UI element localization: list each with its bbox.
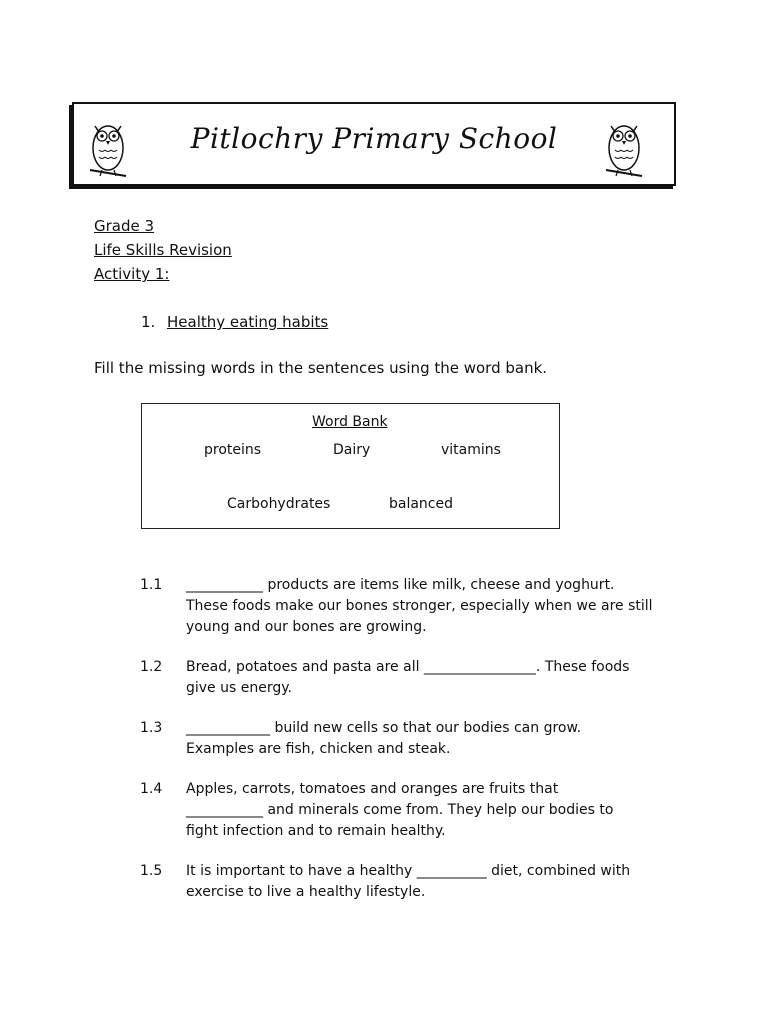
instruction-text: Fill the missing words in the sentences using the word bank.	[94, 359, 548, 377]
question-number: 1.1	[140, 577, 163, 593]
question-text: young and our bones are growing.	[186, 619, 427, 635]
owl-icon	[602, 112, 646, 180]
question-text: These foods make our bones stronger, especially when we are still	[186, 598, 653, 614]
question-number: 1.3	[140, 720, 163, 736]
word-bank-box	[141, 403, 560, 529]
word-bank-word: balanced	[389, 496, 454, 512]
word-bank-word: Carbohydrates	[227, 496, 331, 512]
grade-label: Grade 3	[94, 217, 155, 235]
question-number: 1.4	[140, 781, 163, 797]
school-name: Pitlochry Primary School	[190, 122, 558, 155]
question-text: Examples are fish, chicken and steak.	[186, 741, 451, 757]
question-number: 1.2	[140, 659, 163, 675]
question-text: ___________ and minerals come from. They help our bodies to	[186, 802, 614, 818]
word-bank-word: vitamins	[441, 442, 501, 458]
question-text: fight infection and to remain healthy.	[186, 823, 446, 839]
section-number: 1.	[141, 313, 156, 331]
question-text: Bread, potatoes and pasta are all ________________. These foods	[186, 659, 630, 675]
word-bank-word: proteins	[204, 442, 262, 458]
question-text: give us energy.	[186, 680, 292, 696]
question-text: exercise to live a healthy lifestyle.	[186, 884, 426, 900]
question-text: ___________ products are items like milk, cheese and yoghurt.	[186, 577, 615, 593]
question-number: 1.5	[140, 863, 163, 879]
word-bank-word: Dairy	[333, 442, 371, 458]
question-text: It is important to have a healthy __________ diet, combined with	[186, 863, 631, 879]
question-text: ____________ build new cells so that our bodies can grow.	[186, 720, 582, 736]
section-title: Healthy eating habits	[167, 313, 329, 331]
school-header	[72, 102, 676, 186]
activity-label: Activity 1:	[94, 265, 170, 283]
question-text: Apples, carrots, tomatoes and oranges are fruits that	[186, 781, 559, 797]
subject-label: Life Skills Revision	[94, 241, 232, 259]
word-bank-title: Word Bank	[312, 414, 388, 430]
